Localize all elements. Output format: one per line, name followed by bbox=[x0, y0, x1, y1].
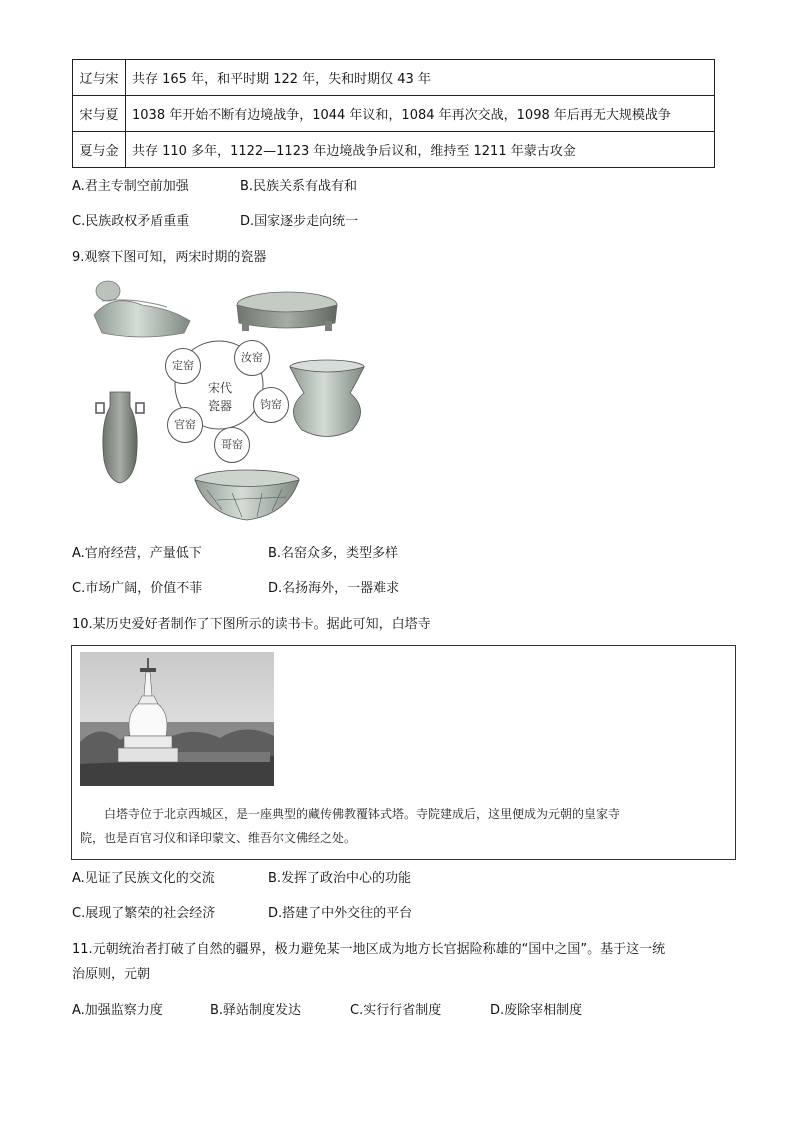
kiln-ge: 哥窑 bbox=[214, 427, 250, 463]
diagram-center bbox=[202, 379, 238, 415]
pillow-icon bbox=[94, 281, 190, 337]
diagram-center-line2: 瓷器 bbox=[207, 399, 232, 413]
table-cell-desc: 共存 165 年，和平时期 122 年，失和时期仅 43 年 bbox=[126, 60, 715, 96]
q10-option-c[interactable]: C.展现了繁荣的社会经济 bbox=[72, 906, 216, 921]
table-cell-name: 夏与金 bbox=[73, 132, 126, 168]
vase-icon bbox=[96, 392, 144, 483]
table-cell-name: 宋与夏 bbox=[73, 96, 126, 132]
table-cell-name: 辽与宋 bbox=[73, 60, 126, 96]
card-text bbox=[80, 802, 728, 850]
table-cell-desc: 共存 110 多年，1122—1123 年边境战争后议和，维持至 1211 年蒙古攻金 bbox=[126, 132, 715, 168]
q8-option-a[interactable]: A.君主专制空前加强 bbox=[72, 179, 189, 194]
white-pagoda-photo bbox=[80, 652, 274, 786]
q11-option-a[interactable]: A.加强监察力度 bbox=[72, 1003, 163, 1018]
kiln-guan: 官窑 bbox=[167, 407, 203, 443]
q11-option-b[interactable]: B.驿站制度发达 bbox=[210, 1003, 302, 1018]
q8-option-d[interactable]: D.国家逐步走向统一 bbox=[240, 214, 359, 229]
kiln-ru: 汝窑 bbox=[234, 340, 270, 376]
q9-stem: 9.观察下图可知，两宋时期的瓷器 bbox=[72, 250, 267, 265]
white-pagoda-image bbox=[80, 652, 274, 786]
table-row bbox=[73, 132, 715, 168]
q10-option-d[interactable]: D.搭建了中外交往的平台 bbox=[268, 906, 413, 921]
relations-table bbox=[72, 59, 715, 168]
porcelain-figure bbox=[72, 275, 372, 530]
q9-option-a[interactable]: A.官府经营，产量低下 bbox=[72, 546, 202, 561]
q11-option-d[interactable]: D.废除宰相制度 bbox=[490, 1003, 583, 1018]
jar-icon bbox=[290, 360, 364, 437]
q10-option-a[interactable]: A.见证了民族文化的交流 bbox=[72, 871, 215, 886]
q8-option-b[interactable]: B.民族关系有战有和 bbox=[240, 179, 358, 194]
card-text-line1: 白塔寺位于北京西城区，是一座典型的藏传佛教覆钵式塔。寺院建成后，这里便成为元朝的皇家寺 bbox=[104, 807, 621, 821]
q11-option-c[interactable]: C.实行行省制度 bbox=[350, 1003, 442, 1018]
q10-option-b[interactable]: B.发挥了政治中心的功能 bbox=[268, 871, 412, 886]
q11-stem-line1: 11.元朝统治者打破了自然的疆界，极力避免某一地区成为地方长官据险称雄的“国中之国”。基于这一统 bbox=[72, 942, 666, 957]
kiln-ding: 定窑 bbox=[165, 348, 201, 384]
table-row bbox=[73, 96, 715, 132]
q9-option-b[interactable]: B.名窑众多，类型多样 bbox=[268, 546, 399, 561]
q8-option-c[interactable]: C.民族政权矛盾重重 bbox=[72, 214, 190, 229]
q10-stem: 10.某历史爱好者制作了下图所示的读书卡。据此可知，白塔寺 bbox=[72, 617, 431, 632]
q9-option-d[interactable]: D.名扬海外，一器难求 bbox=[268, 581, 400, 596]
table-cell-desc: 1038 年开始不断有边境战争，1044 年议和，1084 年再次交战，1098 年后再无大规模战争 bbox=[126, 96, 715, 132]
reading-card bbox=[71, 645, 736, 860]
q11-stem-line2: 治原则，元朝 bbox=[72, 967, 151, 982]
bowl-icon bbox=[195, 470, 299, 520]
diagram-center-line1: 宋代 bbox=[207, 381, 232, 395]
table-row bbox=[73, 60, 715, 96]
kiln-jun: 钧窑 bbox=[253, 387, 289, 423]
basin-icon bbox=[237, 292, 337, 331]
card-text-line2: 院，也是百官习仪和译印蒙文、维吾尔文佛经之处。 bbox=[80, 831, 357, 845]
q9-option-c[interactable]: C.市场广阔，价值不菲 bbox=[72, 581, 203, 596]
